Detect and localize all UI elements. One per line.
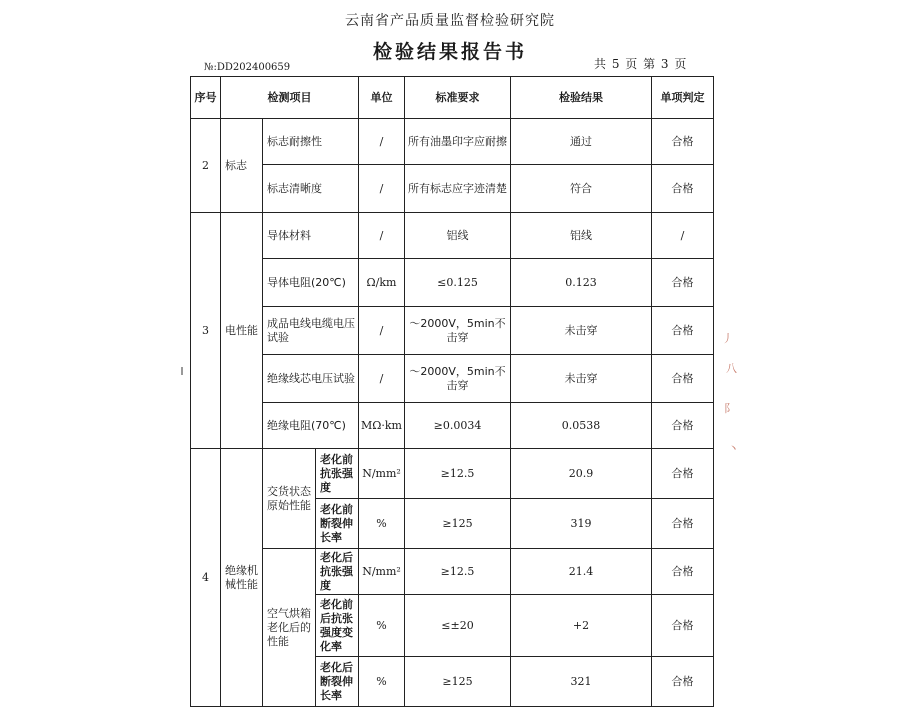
- table-row: [191, 165, 714, 213]
- item-name: 导体材料: [263, 213, 359, 259]
- group-number: 3: [191, 213, 221, 449]
- verdict-cell: 合格: [651, 449, 713, 499]
- table-row: [191, 213, 714, 259]
- result-cell: 铝线: [510, 213, 651, 259]
- item-name: 老化前后抗张强度变化率: [316, 595, 359, 657]
- verdict-cell: 合格: [651, 595, 713, 657]
- unit-cell: %: [359, 595, 405, 657]
- group-name: 绝缘机械性能: [221, 449, 263, 707]
- requirement-cell: ≥12.5: [404, 549, 510, 595]
- result-cell: 20.9: [510, 449, 651, 499]
- requirement-cell: ≥0.0034: [404, 403, 510, 449]
- table-row: [191, 449, 714, 499]
- requirement-cell: ≤±20: [404, 595, 510, 657]
- unit-cell: %: [359, 499, 405, 549]
- result-cell: +2: [510, 595, 651, 657]
- verdict-cell: /: [651, 213, 713, 259]
- table-row: [191, 549, 714, 595]
- table-row: [191, 355, 714, 403]
- requirement-cell: 所有油墨印字应耐擦: [404, 119, 510, 165]
- requirement-cell: ≥12.5: [404, 449, 510, 499]
- requirement-cell: ≥125: [404, 499, 510, 549]
- table-row: [191, 119, 714, 165]
- unit-cell: N/mm²: [359, 549, 405, 595]
- results-table: [190, 76, 714, 707]
- item-name: 老化后断裂伸长率: [316, 657, 359, 707]
- report-title: 检验结果报告书: [372, 41, 527, 63]
- verdict-cell: 合格: [651, 657, 713, 707]
- margin-seal-mark: 丶: [728, 442, 739, 455]
- group-number: 4: [191, 449, 221, 707]
- group-name: 电性能: [221, 213, 263, 449]
- result-cell: 321: [510, 657, 651, 707]
- unit-cell: /: [359, 213, 405, 259]
- subgroup-name: 空气烘箱老化后的性能: [263, 549, 316, 707]
- group-name: 标志: [221, 119, 263, 213]
- requirement-cell: ≤0.125: [404, 259, 510, 307]
- header-cell: 单位: [359, 77, 405, 119]
- header-cell: 序号: [191, 77, 221, 119]
- result-cell: 未击穿: [510, 355, 651, 403]
- verdict-cell: 合格: [651, 403, 713, 449]
- unit-cell: /: [359, 355, 405, 403]
- header-cell: 检测项目: [221, 77, 359, 119]
- table-row: [191, 307, 714, 355]
- organization-name: 云南省产品质量监督检验研究院: [345, 13, 555, 29]
- margin-seal-mark: 八: [726, 362, 737, 375]
- report-number-label: №:: [204, 62, 217, 73]
- subgroup-name: 交货状态原始性能: [263, 449, 316, 549]
- verdict-cell: 合格: [651, 307, 713, 355]
- unit-cell: /: [359, 119, 405, 165]
- header-cell: 检验结果: [510, 77, 651, 119]
- header-cell: 标准要求: [404, 77, 510, 119]
- verdict-cell: 合格: [651, 165, 713, 213]
- result-cell: 319: [510, 499, 651, 549]
- item-name: 标志耐擦性: [263, 119, 359, 165]
- margin-seal-mark: 阝: [724, 402, 735, 415]
- unit-cell: /: [359, 307, 405, 355]
- verdict-cell: 合格: [651, 259, 713, 307]
- item-name: 标志清晰度: [263, 165, 359, 213]
- unit-cell: /: [359, 165, 405, 213]
- result-cell: 符合: [510, 165, 651, 213]
- result-cell: 未击穿: [510, 307, 651, 355]
- table-row: [191, 259, 714, 307]
- item-name: 老化前断裂伸长率: [316, 499, 359, 549]
- item-name: 绝缘线芯电压试验: [263, 355, 359, 403]
- margin-seal-mark: 丿: [722, 332, 733, 345]
- scan-mark: [181, 367, 183, 375]
- item-name: 导体电阻(20℃): [263, 259, 359, 307]
- report-number-value: DD202400659: [216, 62, 291, 73]
- requirement-cell: ～2000V，5min不击穿: [404, 307, 510, 355]
- result-cell: 0.0538: [510, 403, 651, 449]
- requirement-cell: 铝线: [404, 213, 510, 259]
- item-name: 绝缘电阻(70℃): [263, 403, 359, 449]
- verdict-cell: 合格: [651, 355, 713, 403]
- requirement-cell: 所有标志应字迹清楚: [404, 165, 510, 213]
- unit-cell: MΩ·km: [359, 403, 405, 449]
- unit-cell: N/mm²: [359, 449, 405, 499]
- unit-cell: %: [359, 657, 405, 707]
- item-name: 老化后抗张强度: [316, 549, 359, 595]
- table-header-row: [191, 77, 714, 119]
- verdict-cell: 合格: [651, 499, 713, 549]
- requirement-cell: ≥125: [404, 657, 510, 707]
- result-cell: 21.4: [510, 549, 651, 595]
- result-cell: 0.123: [510, 259, 651, 307]
- table-row: [191, 403, 714, 449]
- report-number: [204, 62, 290, 73]
- unit-cell: Ω/km: [359, 259, 405, 307]
- group-number: 2: [191, 119, 221, 213]
- verdict-cell: 合格: [651, 549, 713, 595]
- header-cell: 单项判定: [651, 77, 713, 119]
- item-name: 老化前抗张强度: [316, 449, 359, 499]
- page-info: 共 5 页 第 3 页: [594, 57, 688, 71]
- result-cell: 通过: [510, 119, 651, 165]
- requirement-cell: ～2000V，5min不击穿: [404, 355, 510, 403]
- verdict-cell: 合格: [651, 119, 713, 165]
- item-name: 成品电线电缆电压试验: [263, 307, 359, 355]
